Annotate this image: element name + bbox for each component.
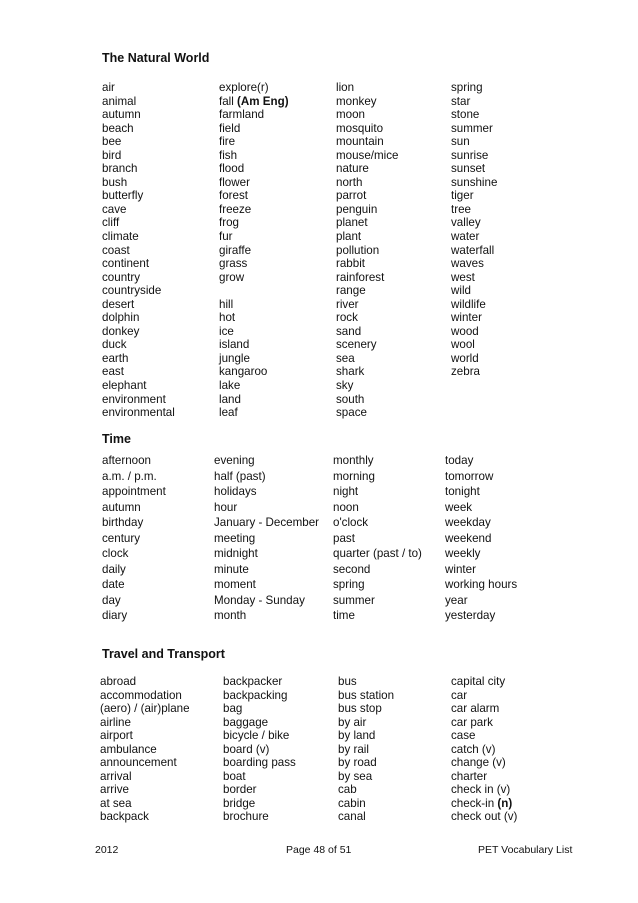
vocabulary-word: waves bbox=[451, 257, 484, 271]
vocabulary-word: spring bbox=[333, 578, 365, 591]
vocabulary-word: canal bbox=[338, 810, 366, 824]
vocabulary-word: change (v) bbox=[451, 756, 506, 770]
vocabulary-word: field bbox=[219, 121, 241, 135]
vocabulary-word: sun bbox=[451, 135, 470, 149]
vocabulary-word: shark bbox=[336, 365, 365, 379]
vocabulary-word: by sea bbox=[338, 769, 373, 783]
vocabulary-word: range bbox=[336, 284, 366, 298]
footer-page-number: Page 48 of 51 bbox=[286, 844, 352, 856]
vocabulary-word: morning bbox=[333, 469, 375, 483]
vocabulary-word: tonight bbox=[445, 485, 480, 498]
vocabulary-word: airport bbox=[100, 729, 133, 743]
vocabulary-word: cabin bbox=[338, 796, 366, 810]
vocabulary-word: grass bbox=[219, 257, 248, 271]
vocabulary-word: sky bbox=[336, 379, 354, 393]
vocabulary-word: autumn bbox=[102, 108, 141, 122]
vocabulary-word: tiger bbox=[451, 189, 474, 203]
vocabulary-word: dolphin bbox=[102, 311, 140, 325]
vocabulary-word: wild bbox=[451, 284, 471, 298]
vocabulary-word: fire bbox=[219, 135, 236, 149]
vocabulary-word: brochure bbox=[223, 810, 269, 824]
vocabulary-word: monthly bbox=[333, 454, 374, 467]
vocabulary-word bbox=[219, 95, 289, 109]
natural-world-column-4 bbox=[451, 81, 497, 379]
vocabulary-word bbox=[219, 284, 289, 298]
vocabulary-word: west bbox=[451, 270, 475, 284]
vocabulary-word: by road bbox=[338, 756, 377, 770]
natural-world-column-3 bbox=[336, 81, 399, 420]
vocabulary-word: ambulance bbox=[100, 742, 157, 756]
vocabulary-word: border bbox=[223, 783, 257, 797]
vocabulary-word: case bbox=[451, 729, 476, 743]
vocabulary-word: baggage bbox=[223, 715, 269, 729]
vocabulary-word: boarding pass bbox=[223, 756, 296, 770]
vocabulary-word: airline bbox=[100, 715, 131, 729]
footer-year: 2012 bbox=[95, 844, 119, 856]
travel-column-1 bbox=[100, 675, 190, 824]
vocabulary-word: farmland bbox=[219, 108, 265, 122]
vocabulary-word: world bbox=[451, 351, 479, 365]
vocabulary-word: clock bbox=[102, 547, 129, 560]
vocabulary-word: backpacking bbox=[223, 688, 288, 702]
vocabulary-word: time bbox=[333, 609, 355, 622]
vocabulary-word: bicycle / bike bbox=[223, 729, 290, 743]
vocabulary-word: hour bbox=[214, 500, 238, 514]
vocabulary-word: bus station bbox=[338, 688, 395, 702]
vocabulary-word: island bbox=[219, 338, 250, 352]
vocabulary-word: announcement bbox=[100, 756, 177, 770]
vocabulary-word: meeting bbox=[214, 531, 256, 545]
vocabulary-word: week bbox=[445, 500, 473, 514]
vocabulary-word: lake bbox=[219, 379, 241, 393]
vocabulary-word: arrival bbox=[100, 769, 132, 783]
vocabulary-word: valley bbox=[451, 216, 481, 230]
vocabulary-word: backpacker bbox=[223, 675, 283, 688]
vocabulary-word: zebra bbox=[451, 365, 481, 379]
vocabulary-word: today bbox=[445, 454, 474, 467]
vocabulary-word: moment bbox=[214, 578, 256, 591]
vocabulary-word: tomorrow bbox=[445, 469, 494, 483]
vocabulary-word: Monday - Sunday bbox=[214, 593, 305, 607]
vocabulary-word: car alarm bbox=[451, 702, 500, 716]
vocabulary-word: mosquito bbox=[336, 121, 384, 135]
vocabulary-word: cab bbox=[338, 783, 357, 797]
vocabulary-word: planet bbox=[336, 216, 368, 230]
vocabulary-word: month bbox=[214, 609, 247, 622]
vocabulary-word: fur bbox=[219, 230, 233, 244]
vocabulary-word: by air bbox=[338, 715, 367, 729]
vocabulary-word: east bbox=[102, 365, 124, 379]
vocabulary-word: lion bbox=[336, 81, 355, 94]
vocabulary-word: cave bbox=[102, 202, 127, 216]
vocabulary-word: freeze bbox=[219, 202, 252, 216]
vocabulary-word: afternoon bbox=[102, 454, 151, 467]
vocabulary-word: pollution bbox=[336, 243, 380, 257]
vocabulary-word: charter bbox=[451, 769, 488, 783]
vocabulary-word: rainforest bbox=[336, 270, 385, 284]
vocabulary-word: past bbox=[333, 531, 355, 545]
vocabulary-word: monkey bbox=[336, 94, 377, 108]
vocabulary-word: country bbox=[102, 270, 141, 284]
vocabulary-word: holidays bbox=[214, 485, 257, 498]
vocabulary-word: penguin bbox=[336, 202, 378, 216]
vocabulary-word: minute bbox=[214, 562, 249, 576]
vocabulary-word: giraffe bbox=[219, 243, 252, 257]
vocabulary-word: wood bbox=[451, 324, 479, 338]
vocabulary-word: climate bbox=[102, 230, 139, 244]
vocabulary-word: sand bbox=[336, 324, 362, 338]
travel-column-4 bbox=[451, 675, 517, 824]
vocabulary-word: environmental bbox=[102, 406, 175, 420]
vocabulary-word: autumn bbox=[102, 500, 141, 514]
vocabulary-word: date bbox=[102, 578, 125, 591]
word-base: check-in bbox=[451, 796, 498, 810]
vocabulary-word: catch (v) bbox=[451, 742, 496, 756]
time-column-4 bbox=[445, 453, 517, 624]
vocabulary-word: stone bbox=[451, 108, 480, 122]
vocabulary-word: elephant bbox=[102, 379, 147, 393]
vocabulary-word: forest bbox=[219, 189, 248, 203]
vocabulary-word: leaf bbox=[219, 406, 238, 420]
vocabulary-word: second bbox=[333, 562, 371, 576]
vocabulary-word: bus bbox=[338, 675, 357, 688]
vocabulary-word: arrive bbox=[100, 783, 129, 797]
vocabulary-word: quarter (past / to) bbox=[333, 547, 422, 560]
word-qualifier: (Am Eng) bbox=[237, 94, 289, 108]
vocabulary-word: at sea bbox=[100, 796, 132, 810]
travel-column-2 bbox=[223, 675, 296, 824]
vocabulary-word: wildlife bbox=[451, 297, 486, 311]
vocabulary-word: capital city bbox=[451, 675, 506, 688]
vocabulary-word: sunshine bbox=[451, 175, 498, 189]
vocabulary-word: jungle bbox=[219, 351, 250, 365]
vocabulary-word: coast bbox=[102, 243, 130, 257]
vocabulary-word: boat bbox=[223, 769, 246, 783]
vocabulary-word: car bbox=[451, 688, 468, 702]
section-title-time: Time bbox=[102, 432, 131, 446]
time-column-2 bbox=[214, 453, 319, 624]
vocabulary-word: flower bbox=[219, 175, 250, 189]
travel-column-3 bbox=[338, 675, 394, 824]
vocabulary-word: spring bbox=[451, 81, 483, 94]
vocabulary-word: south bbox=[336, 392, 365, 406]
vocabulary-word: river bbox=[336, 297, 359, 311]
section-title-natural-world: The Natural World bbox=[102, 51, 210, 65]
vocabulary-word: winter bbox=[445, 562, 476, 576]
section-title-travel-transport: Travel and Transport bbox=[102, 647, 225, 661]
vocabulary-word: waterfall bbox=[451, 243, 495, 257]
vocabulary-word: board (v) bbox=[223, 742, 270, 756]
vocabulary-word: nature bbox=[336, 162, 369, 176]
vocabulary-word: check in (v) bbox=[451, 783, 511, 797]
vocabulary-word: tree bbox=[451, 202, 471, 216]
vocabulary-word: sunrise bbox=[451, 148, 489, 162]
vocabulary-word: winter bbox=[451, 311, 482, 325]
vocabulary-word: accommodation bbox=[100, 688, 182, 702]
vocabulary-word: space bbox=[336, 406, 367, 420]
vocabulary-word: parrot bbox=[336, 189, 367, 203]
vocabulary-word: donkey bbox=[102, 324, 140, 338]
vocabulary-word: hot bbox=[219, 311, 236, 325]
natural-world-column-1 bbox=[102, 81, 175, 420]
vocabulary-word: sunset bbox=[451, 162, 486, 176]
vocabulary-word: rabbit bbox=[336, 257, 366, 271]
vocabulary-word: by land bbox=[338, 729, 376, 743]
vocabulary-word: water bbox=[451, 230, 480, 244]
vocabulary-word: butterfly bbox=[102, 189, 144, 203]
time-column-3 bbox=[333, 453, 422, 624]
vocabulary-word: mountain bbox=[336, 135, 384, 149]
footer-document-title: PET Vocabulary List bbox=[478, 844, 573, 856]
vocabulary-word: kangaroo bbox=[219, 365, 268, 379]
vocabulary-word: cliff bbox=[102, 216, 120, 230]
vocabulary-word: animal bbox=[102, 94, 137, 108]
vocabulary-word: rock bbox=[336, 311, 358, 325]
vocabulary-word bbox=[451, 797, 517, 811]
vocabulary-word: midnight bbox=[214, 547, 258, 560]
vocabulary-word: yesterday bbox=[445, 609, 496, 622]
vocabulary-word: sea bbox=[336, 351, 355, 365]
vocabulary-word: appointment bbox=[102, 485, 166, 498]
vocabulary-word: environment bbox=[102, 392, 166, 406]
vocabulary-word: frog bbox=[219, 216, 239, 230]
vocabulary-word: beach bbox=[102, 121, 134, 135]
vocabulary-word: branch bbox=[102, 162, 138, 176]
vocabulary-word: bag bbox=[223, 702, 243, 716]
vocabulary-word: hill bbox=[219, 297, 234, 311]
vocabulary-word: weekday bbox=[445, 516, 491, 529]
word-qualifier: (n) bbox=[497, 796, 513, 810]
vocabulary-word: weekend bbox=[445, 531, 492, 545]
vocabulary-word: January - December bbox=[214, 516, 320, 529]
vocabulary-word: moon bbox=[336, 108, 366, 122]
vocabulary-word: north bbox=[336, 175, 363, 189]
vocabulary-word: star bbox=[451, 94, 471, 108]
vocabulary-word: noon bbox=[333, 500, 359, 514]
vocabulary-word: earth bbox=[102, 351, 129, 365]
natural-world-column-2 bbox=[219, 81, 289, 420]
vocabulary-word: bush bbox=[102, 175, 128, 189]
vocabulary-word: scenery bbox=[336, 338, 377, 352]
time-column-1 bbox=[102, 453, 166, 624]
vocabulary-word: (aero) / (air)plane bbox=[100, 702, 190, 716]
vocabulary-word: century bbox=[102, 531, 141, 545]
vocabulary-word: check out (v) bbox=[451, 810, 518, 824]
vocabulary-word: birthday bbox=[102, 516, 144, 529]
vocabulary-word: wool bbox=[451, 338, 475, 352]
vocabulary-word: working hours bbox=[445, 578, 518, 591]
vocabulary-word: car park bbox=[451, 715, 493, 729]
vocabulary-word: duck bbox=[102, 338, 127, 352]
vocabulary-word: day bbox=[102, 593, 121, 607]
vocabulary-word: bee bbox=[102, 135, 122, 149]
word-base: fall bbox=[219, 94, 238, 108]
vocabulary-word: half (past) bbox=[214, 469, 266, 483]
vocabulary-word: evening bbox=[214, 454, 255, 467]
vocabulary-word: fish bbox=[219, 148, 238, 162]
vocabulary-word: by rail bbox=[338, 742, 369, 756]
vocabulary-word: summer bbox=[451, 121, 493, 135]
vocabulary-word: year bbox=[445, 593, 468, 607]
vocabulary-word: explore(r) bbox=[219, 81, 269, 94]
vocabulary-word: bird bbox=[102, 148, 122, 162]
vocabulary-word: ice bbox=[219, 324, 234, 338]
vocabulary-word: abroad bbox=[100, 675, 137, 688]
vocabulary-word: night bbox=[333, 485, 359, 498]
vocabulary-word: a.m. / p.m. bbox=[102, 469, 157, 483]
vocabulary-word: land bbox=[219, 392, 241, 406]
vocabulary-word: weekly bbox=[445, 547, 481, 560]
vocabulary-word: desert bbox=[102, 297, 135, 311]
vocabulary-word: plant bbox=[336, 230, 362, 244]
vocabulary-word: grow bbox=[219, 270, 245, 284]
vocabulary-word: bus stop bbox=[338, 702, 382, 716]
vocabulary-word: bridge bbox=[223, 796, 256, 810]
vocabulary-word: air bbox=[102, 81, 115, 94]
vocabulary-word: continent bbox=[102, 257, 150, 271]
vocabulary-word: flood bbox=[219, 162, 245, 176]
vocabulary-word: countryside bbox=[102, 284, 162, 298]
vocabulary-word: backpack bbox=[100, 810, 149, 824]
vocabulary-word: o'clock bbox=[333, 516, 369, 529]
vocabulary-word: daily bbox=[102, 562, 126, 576]
vocabulary-word: summer bbox=[333, 593, 375, 607]
vocabulary-word: diary bbox=[102, 609, 128, 622]
vocabulary-word: mouse/mice bbox=[336, 148, 399, 162]
